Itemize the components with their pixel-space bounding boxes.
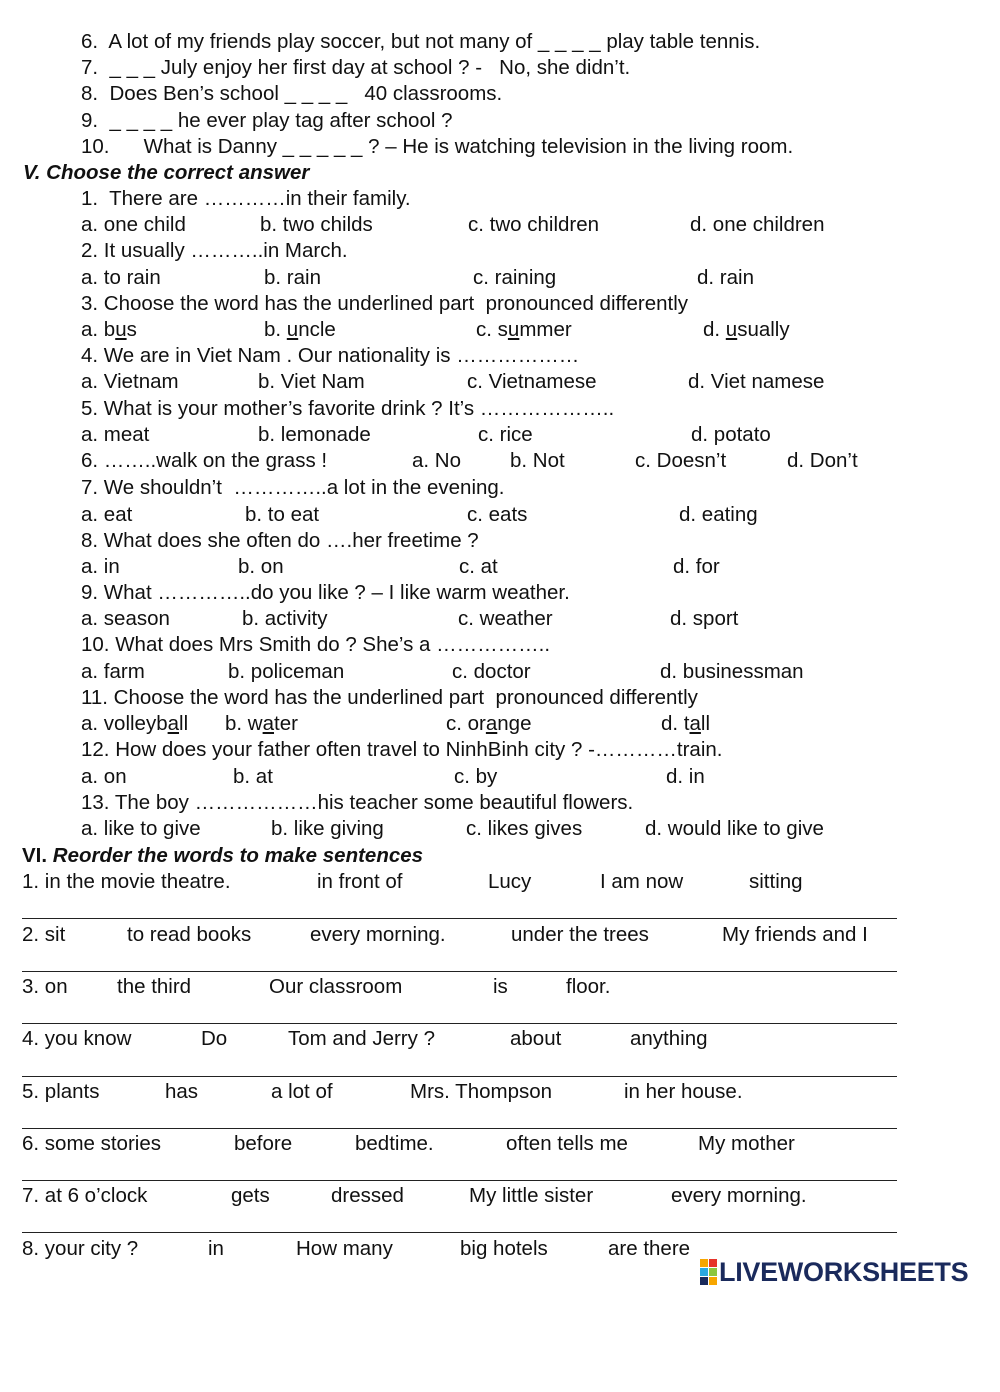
word-chunk: dressed (331, 1184, 404, 1207)
answer-line[interactable] (22, 1232, 897, 1233)
word-chunk: My mother (698, 1132, 795, 1155)
word-chunk: floor. (566, 975, 611, 998)
option[interactable]: c. Doesn’t (635, 449, 727, 472)
option[interactable]: c. at (459, 555, 498, 578)
word-chunk: the third (117, 975, 192, 998)
exercise-line: 8. Does Ben’s school _ _ _ _ 40 classrooms. (81, 82, 503, 105)
word-chunk: My little sister (469, 1184, 594, 1207)
option[interactable]: c. orange (446, 712, 532, 735)
word-chunk: are there (608, 1237, 691, 1260)
options-row (0, 317, 1000, 343)
badge-square (700, 1277, 708, 1285)
answer-line[interactable] (22, 971, 897, 972)
option[interactable]: d. one children (690, 213, 825, 236)
option[interactable]: a. season (81, 607, 170, 630)
options-row (0, 816, 1000, 842)
word-chunk: sitting (749, 870, 803, 893)
option[interactable]: a. in (81, 555, 120, 578)
badge-square (700, 1268, 708, 1276)
option[interactable]: c. doctor (452, 660, 531, 683)
word-chunk: My friends and I (722, 923, 868, 946)
reorder-row (0, 974, 1000, 1000)
question: 7. We shouldn’t …………..a lot in the evening. (81, 476, 505, 499)
options-row (0, 659, 1000, 685)
logo-badge-icon (700, 1259, 717, 1285)
word-chunk: about (510, 1027, 562, 1050)
option[interactable]: c. by (454, 765, 498, 788)
option[interactable]: a. volleyball (81, 712, 189, 735)
option[interactable]: d. usually (703, 318, 790, 341)
reorder-row (0, 1079, 1000, 1105)
section-heading: V. Choose the correct answer (23, 161, 310, 184)
option[interactable]: d. eating (679, 503, 758, 526)
option[interactable]: a. eat (81, 503, 133, 526)
word-chunk: 1. in the movie theatre. (22, 870, 231, 893)
badge-square (709, 1277, 717, 1285)
word-chunk: 6. some stories (22, 1132, 161, 1155)
badge-square (700, 1259, 708, 1267)
option[interactable]: c. eats (467, 503, 528, 526)
option[interactable]: d. sport (670, 607, 739, 630)
word-chunk: 2. sit (22, 923, 66, 946)
option[interactable]: a. Vietnam (81, 370, 179, 393)
options-row (0, 606, 1000, 632)
answer-line[interactable] (22, 1180, 897, 1181)
question: 12. How does your father often travel to NinhBinh city ? -…………train. (81, 738, 723, 761)
question: 6. ……..walk on the grass ! a. No b. Not c. Doesn’t d. Don’t (81, 449, 858, 472)
word-chunk: bedtime. (355, 1132, 434, 1155)
section-heading: VI. Reorder the words to make sentences (22, 844, 424, 867)
option[interactable]: b. like giving (271, 817, 384, 840)
word-chunk: Tom and Jerry ? (288, 1027, 435, 1050)
word-chunk: How many (296, 1237, 393, 1260)
answer-line[interactable] (22, 1128, 897, 1129)
option[interactable]: c. summer (476, 318, 572, 341)
option[interactable]: d. in (666, 765, 705, 788)
question: 3. Choose the word has the underlined part pronounced differently (81, 292, 689, 315)
options-row (0, 422, 1000, 448)
word-chunk: anything (630, 1027, 708, 1050)
option[interactable]: c. likes gives (466, 817, 583, 840)
exercise-line: 9. _ _ _ _ he ever play tag after school ? (81, 109, 453, 132)
logo-wordmark: LIVEWORKSHEETS (719, 1257, 969, 1287)
exercise-line: 10. What is Danny _ _ _ _ _ ? – He is watching television in the living room. (81, 135, 794, 158)
options-row (0, 554, 1000, 580)
option[interactable]: c. rice (478, 423, 533, 446)
badge-square (709, 1268, 717, 1276)
question: 8. What does she often do ….her freetime ? (81, 529, 479, 552)
question: 4. We are in Viet Nam . Our nationality is ……………… (81, 344, 580, 367)
option[interactable]: a. No (412, 449, 461, 472)
options-row (0, 711, 1000, 737)
word-chunk: in her house. (624, 1080, 743, 1103)
word-chunk: often tells me (506, 1132, 628, 1155)
option[interactable]: b. Viet Nam (258, 370, 365, 393)
option[interactable]: b. two childs (260, 213, 373, 236)
question: 9. What …………..do you like ? – I like warm weather. (81, 581, 570, 604)
reorder-row (0, 922, 1000, 948)
badge-square (709, 1259, 717, 1267)
option[interactable]: b. Not (510, 449, 565, 472)
options-row (0, 212, 1000, 238)
question: 5. What is your mother’s favorite drink ? It’s ……………….. (81, 397, 615, 420)
word-chunk: big hotels (460, 1237, 548, 1260)
option[interactable]: b. at (233, 765, 273, 788)
option[interactable]: d. potato (691, 423, 771, 446)
option[interactable]: a. to rain (81, 266, 161, 289)
answer-line[interactable] (22, 1023, 897, 1024)
word-chunk: Lucy (488, 870, 532, 893)
option[interactable]: b. on (238, 555, 284, 578)
exercise-line: 7. _ _ _ July enjoy her first day at school ? - No, she didn’t. (81, 56, 631, 79)
options-row (0, 502, 1000, 528)
word-chunk: 7. at 6 o’clock (22, 1184, 148, 1207)
reorder-row (0, 869, 1000, 895)
liveworksheets-logo (700, 1258, 968, 1286)
option[interactable]: d. rain (697, 266, 754, 289)
option[interactable]: a. one child (81, 213, 186, 236)
option[interactable]: a. like to give (81, 817, 201, 840)
word-chunk: every morning. (671, 1184, 807, 1207)
word-chunk: 8. your city ? (22, 1237, 139, 1260)
reorder-row (0, 1131, 1000, 1157)
options-row (0, 369, 1000, 395)
answer-line[interactable] (22, 1076, 897, 1077)
word-chunk: gets (231, 1184, 270, 1207)
option[interactable]: d. tall (661, 712, 711, 735)
word-chunk: Mrs. Thompson (410, 1080, 553, 1103)
word-chunk: Our classroom (269, 975, 403, 998)
option[interactable]: d. would like to give (645, 817, 824, 840)
word-chunk: I am now (600, 870, 684, 893)
option[interactable]: c. Vietnamese (467, 370, 597, 393)
option[interactable]: d. Viet namese (688, 370, 825, 393)
word-chunk: 5. plants (22, 1080, 100, 1103)
word-chunk: in (208, 1237, 224, 1260)
reorder-row (0, 1026, 1000, 1052)
word-chunk: 3. on (22, 975, 68, 998)
option[interactable]: d. Don’t (787, 449, 858, 472)
option[interactable]: b. policeman (228, 660, 345, 683)
option[interactable]: b. rain (264, 266, 321, 289)
word-chunk: in front of (317, 870, 403, 893)
option[interactable]: d. businessman (660, 660, 804, 683)
option[interactable]: b. lemonade (258, 423, 371, 446)
question: 11. Choose the word has the underlined part pronounced differently (81, 686, 698, 709)
options-row (0, 265, 1000, 291)
option[interactable]: c. weather (458, 607, 553, 630)
word-chunk: before (234, 1132, 293, 1155)
option[interactable]: a. on (81, 765, 127, 788)
word-chunk: a lot of (271, 1080, 333, 1103)
word-chunk: has (165, 1080, 199, 1103)
option[interactable]: b. to eat (245, 503, 320, 526)
word-chunk: under the trees (511, 923, 649, 946)
exercise-line: 6. A lot of my friends play soccer, but not many of _ _ _ _ play table tennis. (81, 30, 761, 53)
option[interactable]: a. farm (81, 660, 145, 683)
question: 13. The boy ………………his teacher some beautiful flowers. (81, 791, 634, 814)
option[interactable]: d. for (673, 555, 720, 578)
word-chunk: 4. you know (22, 1027, 132, 1050)
option[interactable]: b. uncle (264, 318, 336, 341)
word-chunk: is (493, 975, 508, 998)
word-chunk: to read books (127, 923, 252, 946)
question: 1. There are …………in their family. (81, 187, 411, 210)
reorder-row (0, 1183, 1000, 1209)
word-chunk: Do (201, 1027, 228, 1050)
option[interactable]: c. raining (473, 266, 557, 289)
option[interactable]: b. activity (242, 607, 328, 630)
answer-line[interactable] (22, 918, 897, 919)
options-row (0, 764, 1000, 790)
question: 10. What does Mrs Smith do ? She’s a …………….. (81, 633, 551, 656)
option[interactable]: a. meat (81, 423, 150, 446)
word-chunk: every morning. (310, 923, 446, 946)
option[interactable]: a. bus (81, 318, 137, 341)
option[interactable]: b. water (225, 712, 298, 735)
question: 2. It usually ………..in March. (81, 239, 348, 262)
option[interactable]: c. two children (468, 213, 600, 236)
